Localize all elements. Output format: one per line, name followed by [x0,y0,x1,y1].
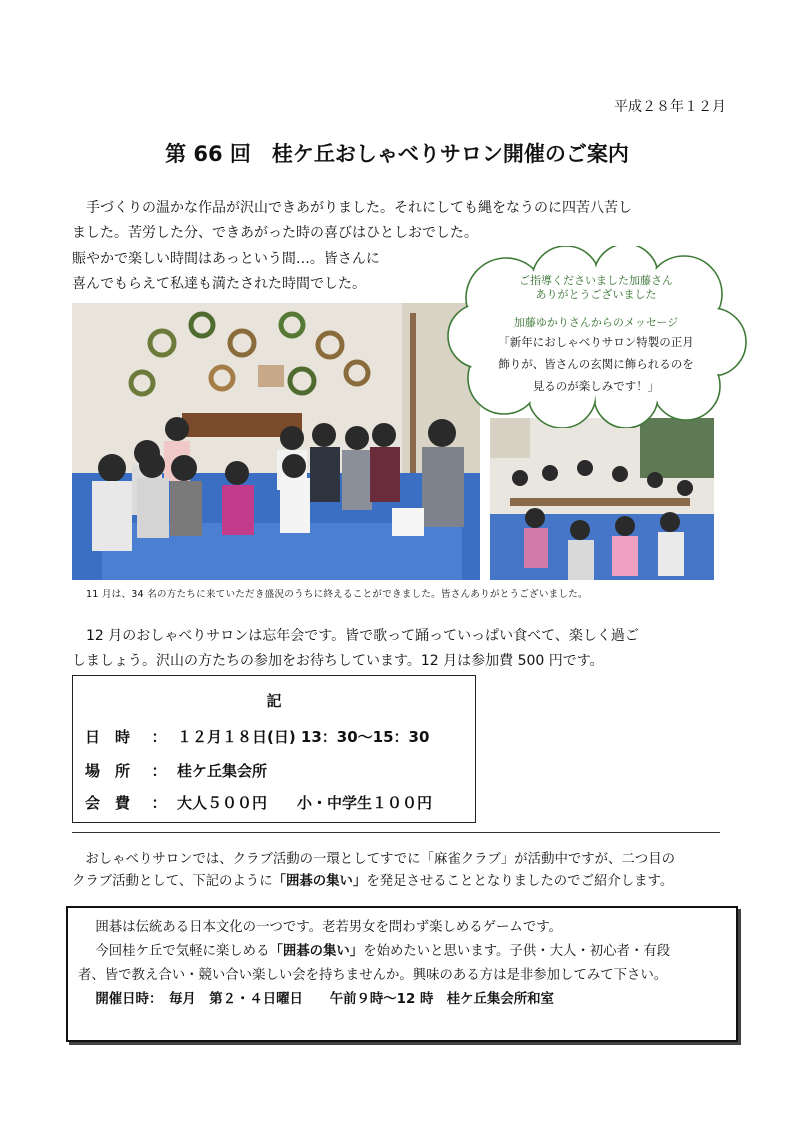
go-text-c: を始めたいと思います。子供・大人・初心者・有段 [363,944,671,959]
go-line-1: 囲碁は伝統ある日本文化の一つです。老若男女を問わず楽しめるゲームです。 [82,920,562,935]
photo-caption: 11 月は、34 名の方たちに来ていただき盛況のうちに終えることができました。皆さんありがとうございました。 [86,589,588,600]
go-line-2 [82,940,670,959]
detail-value: 大人５００円 小・中学生１００円 [177,794,433,812]
cloud-message-line-3: 見るのが楽しみです！」 [532,379,660,393]
intro-line-3: 賑やかで楽しい時間はあっという間…。皆さんに [72,251,380,267]
detail-row-fee [85,792,432,813]
detail-separator: ： [151,762,167,780]
detail-row-datetime [85,726,429,747]
go-text-a: 今回桂ケ丘で気軽に楽しめる [82,944,270,959]
club-intro-text-c: を発足させることとなりましたのでご紹介します。 [366,874,674,889]
detail-row-place [85,760,267,781]
detail-label: 会 費 [85,794,131,812]
detail-value: １２月１８日(日) 13：30〜15：30 [177,728,430,746]
detail-separator: ： [151,728,167,746]
detail-separator: ： [151,794,167,812]
party-photo [490,418,714,580]
club-intro-text-a: クラブ活動として、下記のように [72,874,273,889]
december-line-2: しましょう。沢山の方たちの参加をお待ちしています。12 月は参加費 500 円です。 [72,653,604,669]
go-club-name: 「囲碁の集い」 [272,874,367,889]
cloud-thanks-line-1: ご指導くださいました加藤さん [519,274,673,287]
intro-line-2: ました。苦労した分、できあがった時の喜びはひとしおでした。 [72,225,478,241]
detail-label: 日 時 [85,728,131,746]
details-heading: 記 [266,692,282,710]
december-line-1: 12 月のおしゃべりサロンは忘年会です。皆で歌って踊っていっぱい食べて、楽しく過ご [72,628,639,644]
intro-line-1: 手づくりの温かな作品が沢山できあがりました。それにしても縄をなうのに四苦八苦し [72,200,632,216]
issue-date: 平成２８年１２月 [614,99,726,115]
page-title: 第 66 回 桂ケ丘おしゃべりサロン開催のご案内 [165,142,629,166]
cloud-message-line-2: 飾りが、皆さんの玄関に飾られるのを [498,357,694,371]
club-intro-line-2 [72,870,673,889]
detail-label: 場 所 [85,762,131,780]
detail-value: 桂ケ丘集会所 [177,762,268,780]
group-photo [72,303,480,580]
cloud-message-line-1: 「新年におしゃべりサロン特製の正月 [498,335,694,349]
cloud-message-heading: 加藤ゆかりさんからのメッセージ [513,316,679,329]
cloud-thanks-line-2: ありがとうございました [535,288,657,301]
go-club-name-2: 「囲碁の集い」 [269,944,364,959]
go-line-3: 者、皆で教え合い・競い合い楽しい会を持ちませんか。興味のある方は是非参加してみて下さい。 [78,968,668,983]
club-intro-line-1: おしゃべりサロンでは、クラブ活動の一環としてすでに「麻雀クラブ」が活動中ですが、二つ目の [72,852,675,867]
intro-line-4: 喜んでもらえて私達も満たされた時間でした。 [72,276,366,292]
message-cloud [444,246,748,428]
go-club-box [66,906,738,1042]
section-divider [72,832,720,833]
go-schedule: 開催日時： 毎月 第２・４日曜日 午前９時〜12 時 桂ケ丘集会所和室 [82,992,554,1007]
event-details-box [72,675,476,823]
